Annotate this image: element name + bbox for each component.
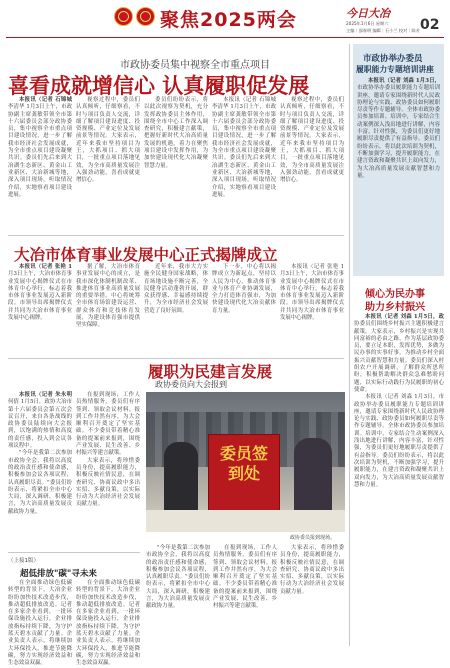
divider-lead — [8, 235, 344, 236]
story-three-column-2: 在报到现场，工作人员热情服务，委员们有序签到、领取会议材料。报到工作井然有序，为大会顺利召开奠定了坚实基础。不少委员带着精心准备的提案前来报到，围绕产业发展、民生改善、乡村振兴等建言献策。 大家表示，将珍惜委员身份，提高履职能力，积极反映社情民意，在调查研究、协商议政中多出实招、多献良策，以实际行动为大冶经济社会发展贡献力量。 — [76, 392, 140, 508]
divider-left-bottom — [8, 552, 140, 553]
right-headline-2-line-2: 助力乡村振兴 — [365, 302, 425, 313]
story-three-column-3: "今年是我第二次参加市政协全会，我将以高度的政治责任感和使命感，积极参加会议各项议程，认真履职尽责。"委员们纷纷表示，将紧扣全市中心大局，深入调研，积极建言，为大冶高质量发展贡献政协力量。 — [146, 545, 210, 610]
lead-headline: 喜看成就增信心 认真履职促发展 — [8, 74, 310, 98]
story-three-column-5: 大家表示，将珍惜委员身份，提高履职能力，积极反映社情民意，在调查研究、协商议政中多出实招、多献良策，以实际行动为大冶经济社会发展贡献力量。 — [280, 545, 344, 595]
newspaper-name: 今日大冶 — [346, 7, 390, 20]
right-rail-box — [353, 44, 444, 276]
story-two-headline: 大冶市体育事业发展中心正式揭牌成立 — [14, 246, 278, 264]
left-bottom-headline: 超低排放"碳"寻未来 — [20, 569, 97, 579]
right-rail-divider — [349, 44, 350, 646]
lead-column-1: 本报讯（记者 石锦城 李清华 1月3日上午，市政协副主席龚敏带领全市第十六届委员会部分政协委员，集中视察全市重点项目建设情况，进一步了解我市经济社会发展成就，为全市重点项目建设凝聚共识。委员们先后来到大冶湖生态新区、黄金山工业新区、大冶新城等地，深入项目现场，听取情况介绍，实地察看项目建设进展。 — [8, 97, 72, 198]
lead-kicker: 市政协委员集中视察全市重点项目 — [120, 60, 270, 71]
lead-column-2: 视察过程中，委员们认真倾听，仔细察看，不时与项目负责人交流，详细了解项目建设进度、投资规模、产业定位及发展前景等情况。大家表示，近年来我市坚持项目为王，大抓项目、抓大项目，一批重点项目落地见效，为全市高质量发展注入强劲动能，喜看成就更增信心。 — [76, 97, 140, 184]
photo-table — [146, 510, 345, 532]
story-three-headline: 履职为民建言发展 — [148, 363, 273, 381]
story-two-column-1: 本报讯（记者 张艳 1月3日上午，大冶市体育事业发展中心揭牌仪式在市体育中心举行，标志着我市体育事业发展迈入新阶段。市领导出席揭牌仪式并共同为大冶市体育事业发展中心揭牌。 — [8, 264, 72, 322]
cppcc-emblem-icon — [136, 7, 155, 26]
story-three-column-4: 在报到现场，工作人员热情服务，委员们有序签到、领取会议材料。报到工作井然有序，为大会顺利召开奠定了坚实基础。不少委员带着精心准备的提案前来报到，围绕产业发展、民生改善、乡村振兴等建言献策。 — [213, 545, 277, 610]
date-line: 2025年1月6日 星期六 — [346, 21, 389, 26]
story-two-column-5: 本报讯（记者 张艳 1月3日上午，大冶市体育事业发展中心揭牌仪式在市体育中心举行，标志着我市体育事业发展迈入新阶段。市领导出席揭牌仪式并共同为大冶市体育事业发展中心揭牌。 — [280, 264, 344, 322]
news-photo — [146, 392, 345, 532]
story-two-column-2: 据了解，大冶市体育事业发展中心的成立，是我市深化体制机制改革、推进体育事业高质量发展的重要举措。中心将统筹全市体育场馆建设运营、群众体育和竞技体育发展，为建设体育强市提供坚实保障。 — [76, 264, 140, 329]
lead-column-5: 视察过程中，委员们认真倾听，仔细察看，不时与项目负责人交流，详细了解项目建设进度、投资规模、产业定位及发展前景等情况。大家表示，近年来我市坚持项目为王，大抓项目、抓大项目，一批重点项目落地见效，为全市高质量发展注入强劲动能，喜看成就更增信心。 — [280, 97, 344, 184]
right-headline-2-line-1: 倾心为民办事 — [365, 289, 425, 300]
lead-column-3: 委员们纷纷表示，将以此次视察为契机，充分发挥政协委员主体作用，围绕全市中心工作深入调查研究，积极建言献策，把握好新时代大冶高质量发展的机遇，着力在聚焦项目建设中发挥作用，为加快建设现代化大冶凝聚智慧力量。 — [144, 97, 208, 169]
editor-line: 主编｜邵春明 编辑｜石小兰 校对｜陈芳 — [346, 28, 420, 33]
left-bottom-column-2: 在全面推动绿色低碳转型的背景下，大冶企业纷纷加快技术改造步伐，推动超低排放改造。记者在多家企业看到，一批环保设施投入运行，企业排放指标持续下降，为守护蓝天碧水贡献了力量。企业负责人表示，将继续加大环保投入，推进节能降碳，努力实现经济效益和生态效益双赢。 — [76, 580, 140, 667]
box-title-line-2: 履职能力专题培训讲座 — [356, 65, 434, 74]
story-two-column-3: 近年来，我市大力实施全民健身国家战略，体育场地设施不断完善，全民健身活动蓬勃开展，群众获得感、幸福感持续提升，为全市经济社会发展营造了良好氛围。 — [144, 264, 208, 314]
right-text-2: 本报讯（记者 刘森 1月5日，政协委员们围绕乡村振兴主题积极建言献策。大家表示，乡村振兴是实现共同富裕的必由之路，作为基层政协委员，要立足本职，发挥优势，多做为民办事的实事好事，为推动乡村全面振兴贡献智慧和力量。委员们深入村组农户开展调研，了解群众所思所盼，积极帮助解决群众急难愁盼问题，以实际行动践行为民履职的初心使命。 本报讯（记者 刘森 1月3日，市政协举办委员履职能力专题培训讲座，邀请专家围绕新时代人民政协理论与实践、政协委员如何履职尽责等作专题辅导。全体市政协委员参加培训。培训中，专家结合生动案例深入浅出地进行讲解，内容丰富，针对性强，为委员们更好地履职尽责提供了有益指导。委员们纷纷表示，将以此次培训为契机，不断加强学习，提升履职能力，在建言资政和凝聚共识上双向发力，为大冶高质量发展贡献智慧和力量。 — [354, 314, 444, 488]
story-three-subtitle: 政协委员向大会报到 — [155, 380, 227, 389]
masthead-rule — [6, 37, 444, 38]
series-tag: （上接1版） — [8, 558, 39, 564]
story-two-column-4: 下一步，中心将以揭牌成立为新起点，坚持以人民为中心，推动体育事业与体育产业协调发展，全力打造体育强市，为加快建设现代化大冶贡献体育力量。 — [212, 264, 276, 314]
story-three-column-1: 本报讯（记者 朱永明 何倩 1月5日，政协大冶市第十六届委员会第五次会议召开，来自各条战线的政协委员陆续向大会报到，以饱满的热情和高度的责任感，投入到会议各项议程中。 "今年是我第二次参加市政协全会，我将以高度的政治责任感和使命感，积极参加会议各项议程，认真履职尽责。"委员们纷纷表示，将紧扣全市中心大局，深入调研，积极建言，为大冶高质量发展贡献政协力量。 — [8, 392, 72, 515]
photo-caption: 政协委员报到现场。 — [290, 535, 336, 541]
lead-column-4: 本报讯（记者 石锦城 李清华 1月3日上午，市政协副主席龚敏带领全市第十六届委员会部分政协委员，集中视察全市重点项目建设情况，进一步了解我市经济社会发展成就，为全市重点项目建设凝聚共识。委员们先后来到大冶湖生态新区、黄金山工业新区、大冶新城等地，深入项目现场，听取情况介绍，实地察看项目建设进展。 — [212, 97, 276, 198]
national-emblem-icon — [114, 7, 133, 26]
page-number: 02 — [420, 17, 440, 33]
box-title-line-1: 市政协举办委员 — [363, 54, 423, 64]
left-bottom-column-1: 在全面推动绿色低碳转型的背景下，大冶企业纷纷加快技术改造步伐，推动超低排放改造。记者在多家企业看到，一批环保设施投入运行，企业排放指标持续下降，为守护蓝天碧水贡献了力量。企业负责人表示，将继续加大环保投入，推进节能降碳，努力实现经济效益和生态效益双赢。 — [8, 580, 72, 667]
box-text: 本报讯（记者 刘森 1月3日，市政协举办委员履职能力专题培训讲座，邀请专家围绕新时代人民政协理论与实践、政协委员如何履职尽责等作专题辅导。全体市政协委员参加培训。培训中，专家结合生动案例深入浅出地进行讲解，内容丰富，针对性强，为委员们更好地履职尽责提供了有益指导。委员们纷纷表示，将以此次培训为契机，不断加强学习，提升履职能力，在建言资政和凝聚共识上双向发力，为大冶高质量发展贡献智慧和力量。 — [357, 78, 440, 179]
divider-story-two — [8, 358, 344, 359]
photo-banner-text: 委员签到处 — [219, 444, 268, 483]
section-title: 聚焦2025两会 — [160, 9, 297, 31]
